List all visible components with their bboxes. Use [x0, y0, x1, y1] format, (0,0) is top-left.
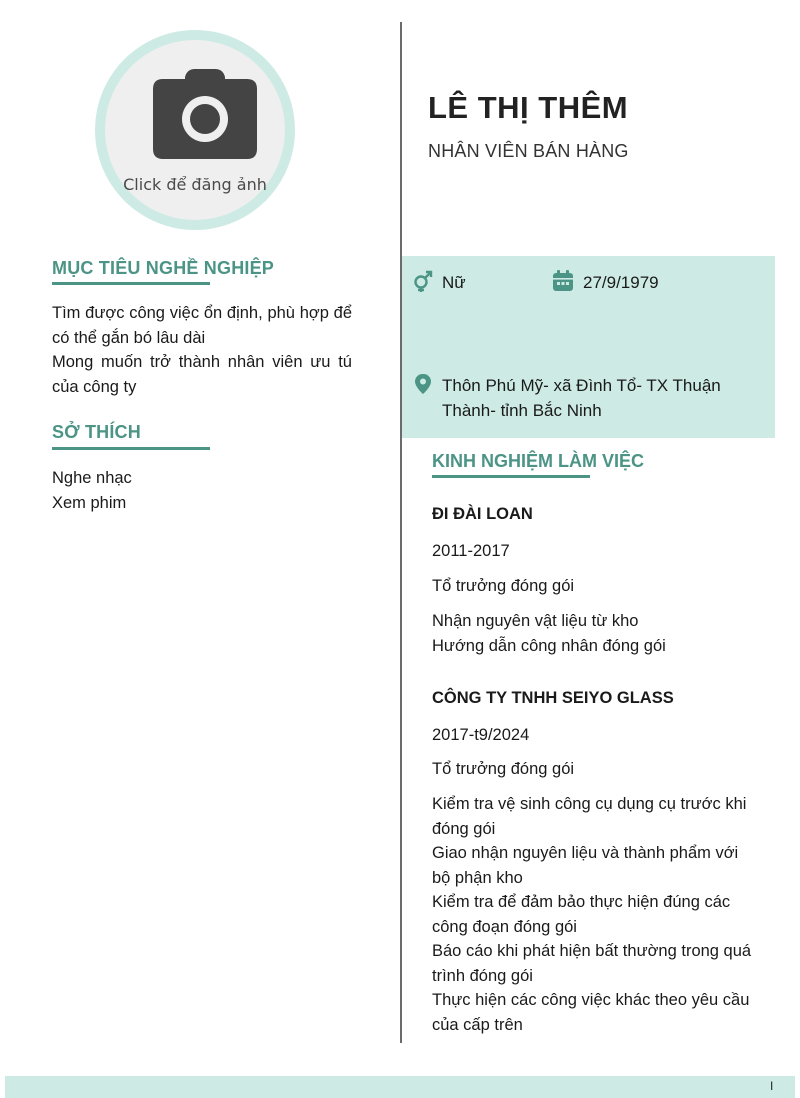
- objective-line: Tìm được công việc ổn định, phù hợp để có thể gắn bó lâu dài: [52, 304, 352, 347]
- experience-underline: [432, 475, 590, 478]
- job-position: Tổ trưởng đóng gói: [432, 577, 575, 595]
- gender-icon: [412, 270, 434, 292]
- gender-value: Nữ: [442, 273, 466, 292]
- page-marker: I: [770, 1079, 774, 1093]
- profile-photo-upload[interactable]: [105, 40, 285, 220]
- duty-item: Thực hiện các công việc khác theo yêu cầu của cấp trên: [432, 991, 750, 1034]
- duty-item: Kiểm tra vệ sinh công cụ dụng cụ trước khi đóng gói: [432, 795, 747, 838]
- duty-item: Nhận nguyên vật liệu từ kho: [432, 612, 639, 630]
- duty-item: Giao nhận nguyên liệu và thành phẩm với bộ phận kho: [432, 844, 739, 887]
- photo-upload-caption[interactable]: Click để đăng ảnh: [123, 175, 267, 194]
- job-title: NHÂN VIÊN BÁN HÀNG: [428, 141, 629, 161]
- column-divider: [400, 22, 402, 1043]
- company-name: ĐI ĐÀI LOAN: [432, 505, 533, 523]
- job-position: Tổ trưởng đóng gói: [432, 760, 575, 778]
- job-company: [432, 686, 752, 711]
- career-objective-heading: MỤC TIÊU NGHỀ NGHIỆP: [52, 258, 275, 278]
- birthdate-value: 27/9/1979: [583, 273, 659, 292]
- personal-info-box: [402, 256, 775, 438]
- job-duties: [432, 792, 752, 1037]
- location-pin-icon: [412, 373, 434, 395]
- hobbies-heading: SỞ THÍCH: [52, 422, 141, 442]
- career-objective-underline: [52, 282, 210, 285]
- company-name: CÔNG TY TNHH SEIYO GLASS: [432, 689, 674, 707]
- job-period: 2011-2017: [432, 542, 510, 560]
- address-value: Thôn Phú Mỹ- xã Đình Tổ- TX Thuận Thành- tỉnh Bắc Ninh: [442, 376, 721, 420]
- duty-item: Kiểm tra để đảm bảo thực hiện đúng các công đoạn đóng gói: [432, 893, 731, 936]
- candidate-name: LÊ THỊ THÊM: [428, 90, 629, 125]
- experience-heading: KINH NGHIỆM LÀM VIỆC: [432, 451, 645, 471]
- objective-line: Mong muốn trở thành nhân viên ưu tú của công ty: [52, 353, 352, 396]
- duty-item: Hướng dẫn công nhân đóng gói: [432, 636, 666, 655]
- hobbies-underline: [52, 447, 210, 450]
- footer-bar: [5, 1076, 795, 1098]
- duty-item: Báo cáo khi phát hiện bất thường trong quá trình đóng gói: [432, 942, 752, 985]
- hobby-item: Nghe nhạc: [52, 469, 132, 487]
- hobbies-list: [52, 466, 352, 515]
- profile-photo-frame: [95, 30, 295, 230]
- hobby-item: Xem phim: [52, 493, 127, 512]
- job-duties: [432, 609, 752, 658]
- career-objective-text: [52, 301, 352, 399]
- job-period: 2017-t9/2024: [432, 726, 530, 744]
- camera-icon: [151, 67, 259, 161]
- calendar-icon: [552, 270, 574, 292]
- job-company: [432, 502, 752, 527]
